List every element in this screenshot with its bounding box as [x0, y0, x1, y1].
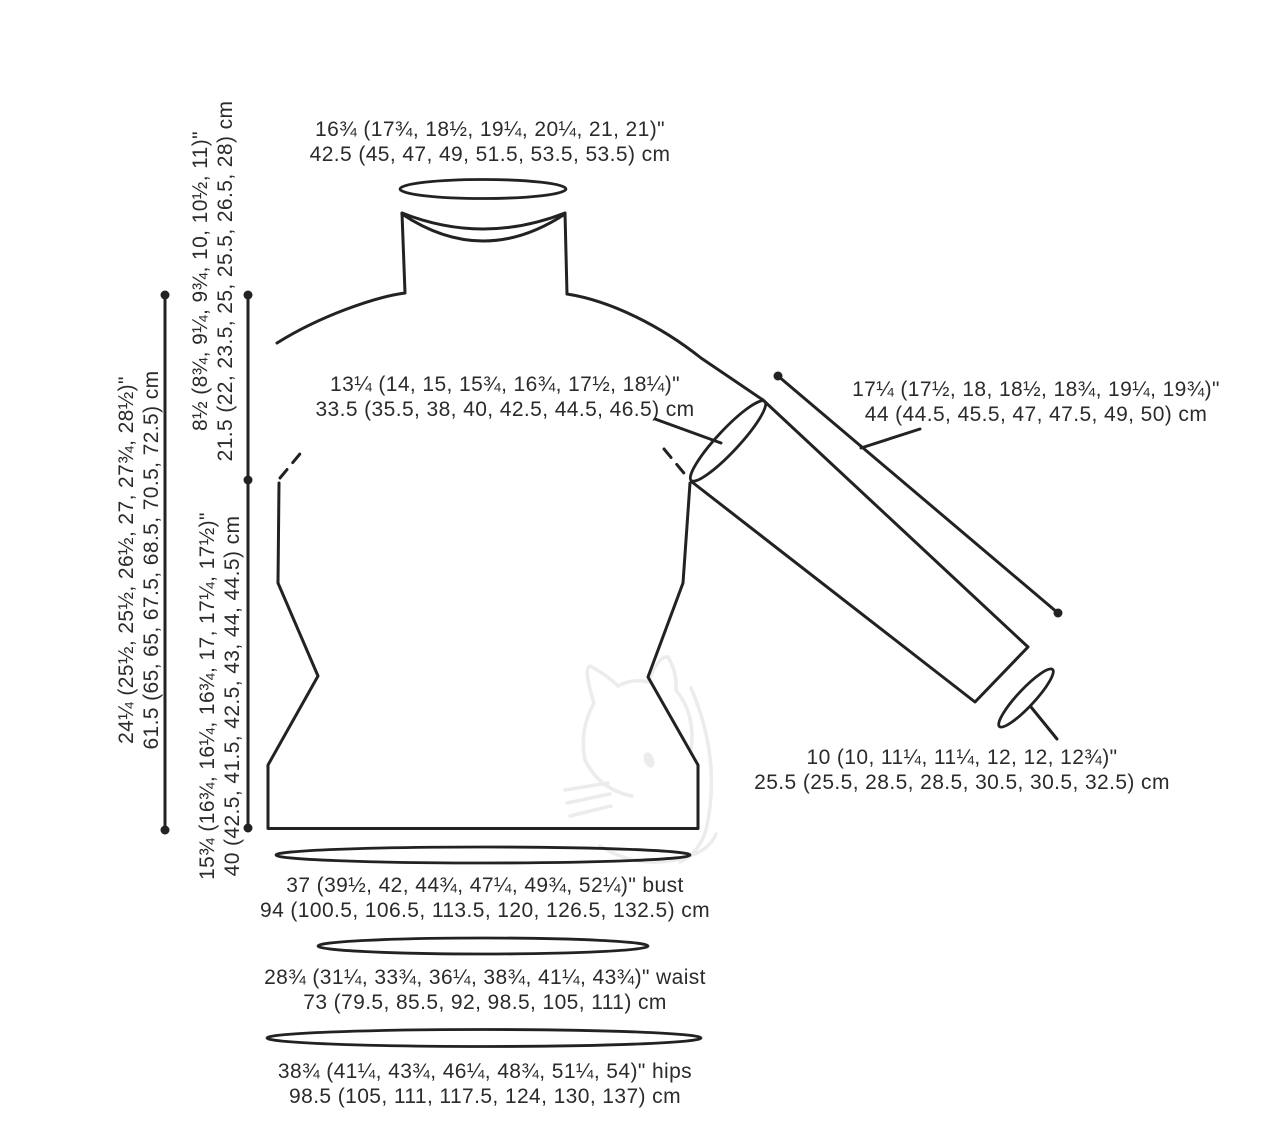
yoke-depth-cm: 21.5 (22, 23.5, 25, 25.5, 26.5, 28) cm [214, 100, 237, 462]
upper-arm-measurement-label [265, 372, 745, 422]
total-length-measurement-label [114, 360, 164, 760]
left-underarm-dashes [280, 449, 304, 478]
cuff-measurement-label [722, 745, 1202, 795]
waist-cm: 73 (79.5, 85.5, 92, 98.5, 105, 111) cm [303, 991, 667, 1014]
hips-inches: 38¾ (41¼, 43¾, 46¼, 48¾, 51¼, 54)" hips [277, 1060, 693, 1083]
cuff-pointer-line [1031, 707, 1057, 739]
total-length-cm: 61.5 (65, 65, 67.5, 68.5, 70.5, 72.5) cm [140, 370, 163, 750]
bust-cm: 94 (100.5, 106.5, 113.5, 120, 126.5, 132.5) cm [260, 899, 710, 922]
sleeve-length-inches: 17¼ (17½, 18, 18½, 18¾, 19¼, 19¾)" [852, 378, 1220, 401]
body-length-cm: 40 (42.5, 41.5, 42.5, 43, 44, 44.5) cm [221, 515, 244, 877]
waist-inches: 28¾ (31¼, 33¾, 36¼, 38¾, 41¼, 43¾)" waist [264, 966, 706, 989]
neck-measurement-label [250, 117, 730, 167]
sleeve-length-cm: 44 (44.5, 45.5, 47, 47.5, 49, 50) cm [864, 403, 1208, 426]
hips-cm: 98.5 (105, 111, 117.5, 124, 130, 137) cm [289, 1085, 681, 1108]
right-underarm-dashes [664, 449, 688, 478]
hips-measurement-label [245, 1059, 725, 1109]
bust-measurement-label [245, 873, 725, 923]
upper-arm-cm: 33.5 (35.5, 38, 40, 42.5, 44.5, 46.5) cm [315, 398, 695, 421]
body-outline [268, 483, 698, 829]
yoke-depth-inches: 8½ (8¾, 9¼, 9¾, 10, 10½, 11)" [189, 130, 212, 432]
collar-outline [402, 213, 567, 294]
left-shoulder-line [277, 293, 405, 343]
body-length-inches: 15¾ (16¾, 16¼, 16¾, 17, 17¼, 17½)" [196, 512, 219, 880]
sleeve-length-pointer-line [861, 429, 920, 448]
neck-cm: 42.5 (45, 47, 49, 51.5, 53.5, 53.5) cm [309, 143, 671, 166]
neck-inches: 16¾ (17¾, 18½, 19¼, 20¼, 21, 21)" [315, 118, 665, 141]
upper-arm-pointer-line [655, 419, 721, 443]
waist-ellipse [318, 938, 648, 954]
hip-ellipse [267, 1030, 701, 1047]
bust-ellipse [276, 847, 690, 863]
cuff-inches: 10 (10, 11¼, 11¼, 12, 12, 12¾)" [806, 746, 1118, 769]
neck-opening-ellipse [400, 180, 566, 199]
bust-inches: 37 (39½, 42, 44¾, 47¼, 49¾, 52¼)" bust [286, 874, 684, 897]
sleeve-length-measurement-label [796, 377, 1276, 427]
yoke-depth-measurement-label [188, 96, 238, 466]
upper-arm-inches: 13¼ (14, 15, 15¾, 16¾, 17½, 18¼)" [330, 373, 680, 396]
cuff-cm: 25.5 (25.5, 28.5, 28.5, 30.5, 30.5, 32.5) cm [754, 771, 1170, 794]
waist-measurement-label [225, 965, 745, 1015]
total-length-inches: 24¼ (25½, 25½, 26½, 27, 27¾, 28½)" [115, 376, 138, 744]
body-length-measurement-label [195, 486, 245, 906]
